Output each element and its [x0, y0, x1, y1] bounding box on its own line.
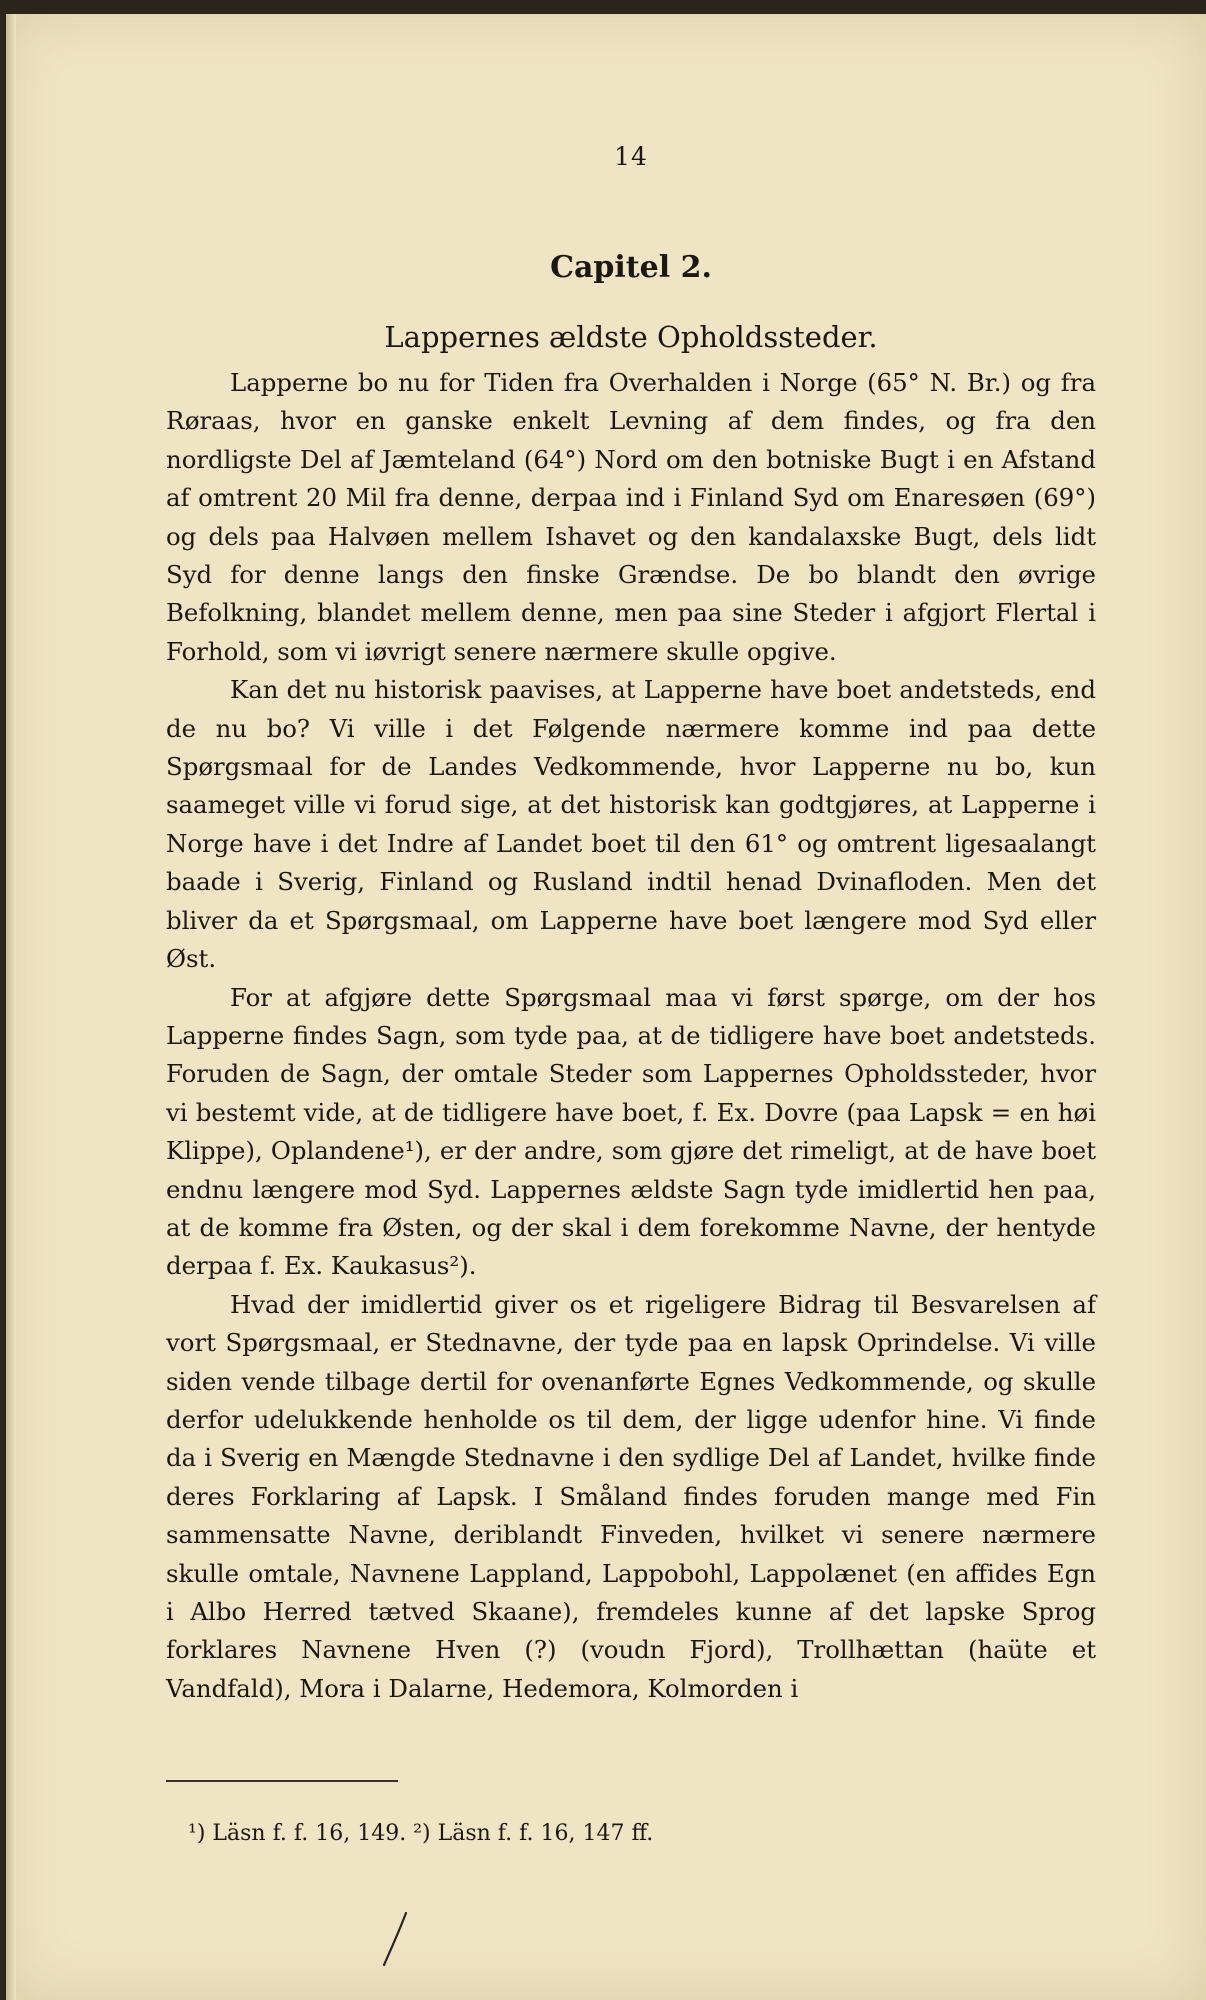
book-page	[6, 14, 1206, 2000]
paragraph: Kan det nu historisk paavises, at Lapperne have boet andetsteds, end de nu bo? Vi ville i det Følgende nærmere komme ind paa dette Spørgsmaal for de Landes Vedkommende, hvor Lapperne nu bo, kun saameget ville vi forud sige, at det historisk kan godtgjøres, at Lapperne i Norge have i det Indre af Landet boet til den 61° og omtrent ligesaalangt baade i Sverig, Finland og Rusland indtil henad Dvinafloden. Men det bliver da et Spørgsmaal, om Lapperne have boet længere mod Syd eller Øst.	[166, 675, 1096, 974]
paragraph: Lapperne bo nu for Tiden fra Overhalden i Norge (65° N. Br.) og fra Røraas, hvor en ganske enkelt Levning af dem findes, og fra den nordligste Del af Jæmteland (64°) Nord om den botniske Bugt i en Afstand af omtrent 20 Mil fra denne, derpaa ind i Finland Syd om Enaresøen (69°) og dels paa Halvøen mellem Ishavet og den kandalaxske Bugt, dels lidt Syd for denne langs den finske Grændse. De bo blandt den øvrige Befolkning, blandet mellem denne, men paa sine Steder i afgjort Flertal i Forhold, som vi iøvrigt senere nærmere skulle opgive.	[166, 368, 1096, 666]
footnotes: ¹) Läsn f. f. 16, 149. ²) Läsn f. f. 16, 147 ff.	[188, 1821, 654, 1846]
chapter-title: Capitel 2.	[550, 250, 712, 285]
page-gutter	[6, 14, 16, 2000]
footnote-divider	[166, 1780, 398, 1782]
paragraph: Hvad der imidlertid giver os et rigeligere Bidrag til Besvarelsen af vort Spørgsmaal, er Stednavne, der tyde paa en lapsk Oprindelse. Vi ville siden vende tilbage dertil for ovenanførte Egnes Vedkommende, og skulle derfor udelukkende henholde os til dem, der ligge udenfor hine. Vi finde da i Sverig en Mængde Stednavne i den sydlige Del af Landet, hvilke finde deres Forklaring af Lapsk. I Småland findes foruden mange med Fin sammensatte Navne, deriblandt Finveden, hvilket vi senere nærmere skulle omtale, Navnene Lappland, Lappobohl, Lappolænet (en affides Egn i Albo Herred tætved Skaane), fremdeles kunne af det lapske Sprog forklares Navnene Hven (?) (voudn Fjord), Trollhættan (haüte et Vandfald), Mora i Dalarne, Hedemora, Kolmorden i	[166, 1289, 1096, 1703]
section-title: Lappernes ældste Opholdssteder.	[384, 320, 878, 354]
paragraph: For at afgjøre dette Spørgsmaal maa vi først spørge, om der hos Lapperne findes Sagn, som tyde paa, at de tidligere have boet andetsteds. Foruden de Sagn, der omtale Steder som Lappernes Opholdssteder, hvor vi bestemt vide, at de tidligere have boet, f. Ex. Dovre (paa Lapsk = en høi Klippe), Oplandene¹), er der andre, som gjøre det rimeligt, at de have boet endnu længere mod Syd. Lappernes ældste Sagn tyde imidlertid hen paa, at de komme fra Østen, og der skal i dem forekomme Navne, der hentyde derpaa f. Ex. Kaukasus²).	[166, 982, 1096, 1281]
page-number: 14	[614, 142, 648, 171]
pencil-mark	[376, 1909, 416, 1969]
body-text	[166, 364, 1096, 1708]
